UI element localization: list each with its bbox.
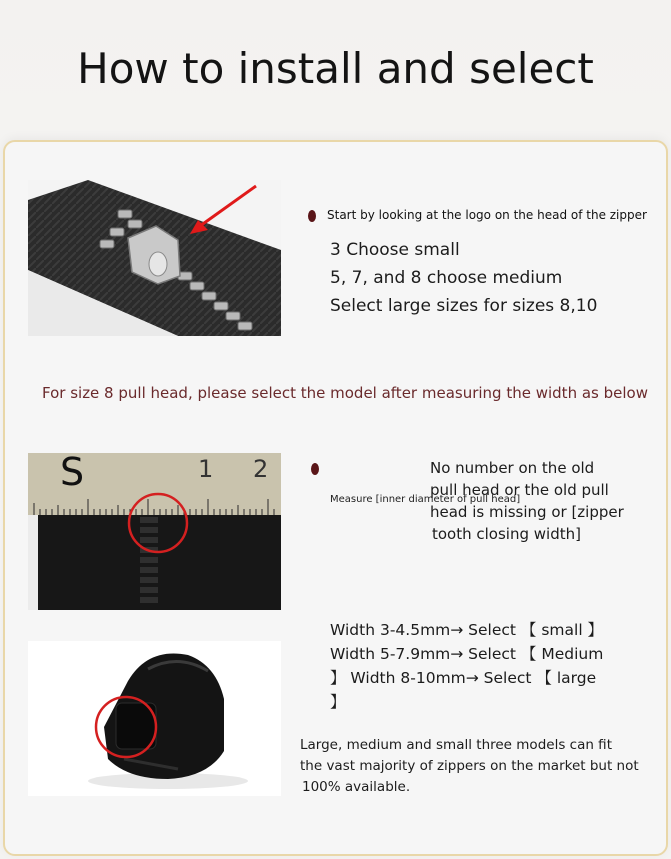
bullet-dot xyxy=(308,210,316,222)
width-medium-line: Width 5-7.9mm→ Select 【 Medium xyxy=(330,645,604,663)
page-title: How to install and select xyxy=(77,44,594,93)
no-number-line-4: tooth closing width] xyxy=(432,525,581,543)
size-rule-2: 5, 7, and 8 choose medium xyxy=(330,268,563,288)
svg-text:1: 1 xyxy=(198,455,214,483)
zipper-slider-photo xyxy=(28,180,281,336)
width-large-line: 】 Width 8-10mm→ Select 【 large xyxy=(330,669,597,687)
no-number-line-1: No number on the old xyxy=(430,459,595,477)
size-rule-1: 3 Choose small xyxy=(330,240,460,260)
fit-note-line-1: Large, medium and small three models can fit xyxy=(300,737,612,753)
width-small-line: Width 3-4.5mm→ Select 【 small 】 xyxy=(330,621,604,639)
bullet-dot-2 xyxy=(311,463,319,475)
measure-note: For size 8 pull head, please select the model after measuring the width as below xyxy=(42,384,648,402)
ruler-size-letter: S xyxy=(60,450,85,494)
no-number-line-3: head is missing or [zipper xyxy=(430,503,624,521)
fit-note-line-3: 100% available. xyxy=(302,779,411,795)
fit-note-line-2: the vast majority of zippers on the market but not xyxy=(300,758,639,774)
size-rule-3: Select large sizes for sizes 8,10 xyxy=(330,296,598,316)
logo-tip-text: Start by looking at the logo on the head of the zipper xyxy=(327,208,647,222)
svg-text:2: 2 xyxy=(253,455,269,483)
width-large-close: 】 xyxy=(330,693,346,711)
measure-label: Measure [inner diameter of pull head] xyxy=(330,494,521,505)
slider-head-photo xyxy=(28,641,281,796)
no-number-line-2: pull head or the old pull xyxy=(430,481,609,499)
